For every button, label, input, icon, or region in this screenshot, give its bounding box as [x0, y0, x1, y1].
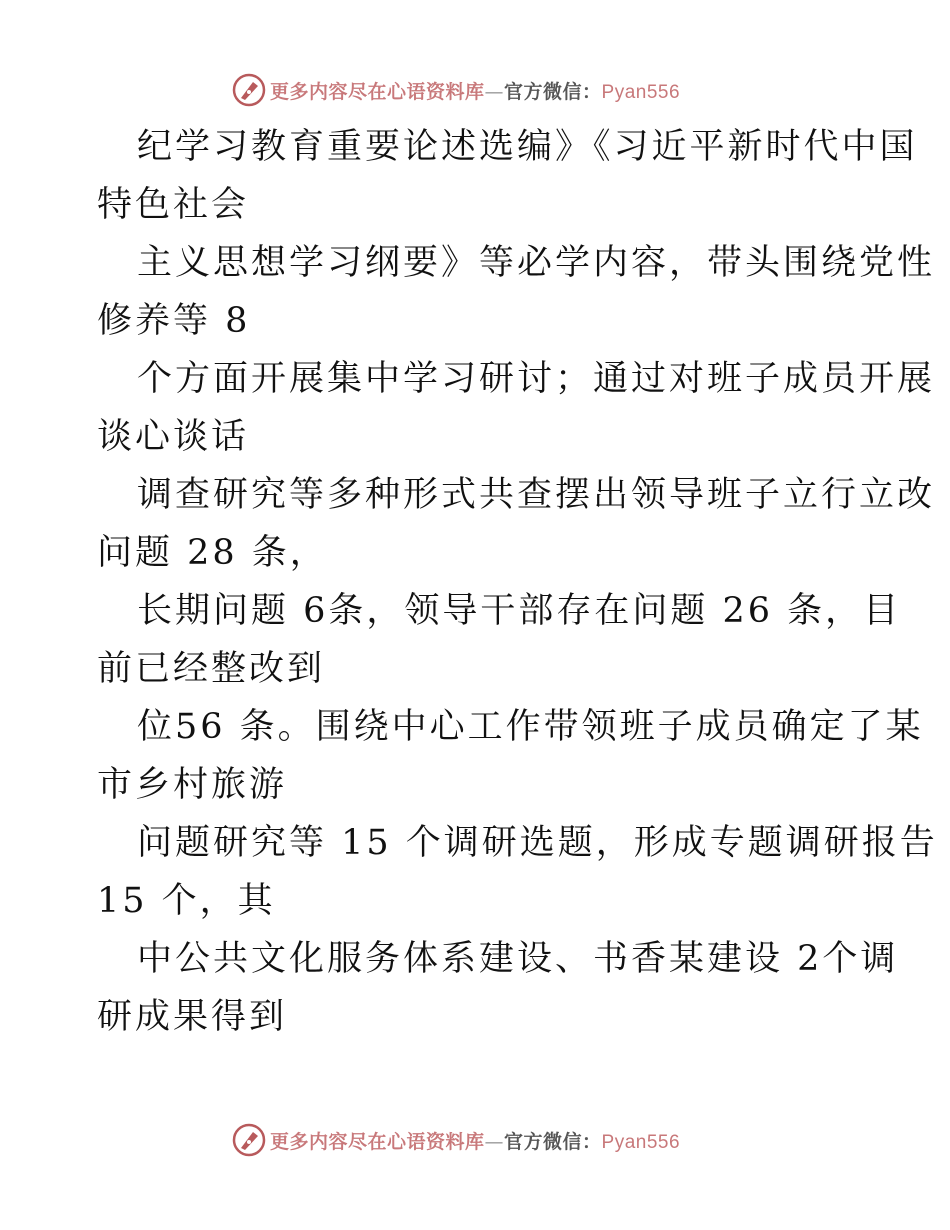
header-separator: —	[484, 80, 505, 103]
header-wechat-id: Pyan556	[601, 81, 681, 103]
body-line: 15 个，其	[97, 881, 276, 921]
body-line: 主义思想学习纲要》等必学内容，带头围绕党性	[137, 243, 936, 283]
body-line: 特色社会	[97, 185, 250, 225]
body-line: 纪学习教育重要论述选编》《习近平新时代中国	[137, 127, 918, 167]
body-line: 位56 条。围绕中心工作带领班子成员确定了某	[137, 707, 924, 747]
body-line: 市乡村旅游	[97, 765, 288, 805]
body-line: 谈心谈话	[97, 417, 250, 457]
footer-brand: 更多内容尽在心语资料库	[270, 1130, 485, 1153]
body-line: 长期问题 6条，领导干部存在问题 26 条，目	[137, 591, 902, 631]
footer-wechat-id: Pyan556	[601, 1131, 681, 1153]
pen-nib-logo-icon	[232, 1123, 266, 1157]
footer-wechat-label: 官方微信：	[504, 1130, 602, 1153]
header-text	[270, 77, 680, 104]
header-wechat-label: 官方微信：	[504, 80, 602, 103]
body-line: 研成果得到	[97, 997, 288, 1037]
body-line: 问题 28 条，	[97, 533, 328, 573]
footer-separator: —	[484, 1130, 505, 1153]
body-line: 中公共文化服务体系建设、书香某建设 2个调	[137, 939, 899, 979]
body-line: 调查研究等多种形式共查摆出领导班子立行立改	[137, 475, 936, 515]
body-line: 修养等 8	[97, 301, 251, 341]
pen-nib-logo-icon	[232, 73, 266, 107]
body-line: 前已经整改到	[97, 649, 326, 689]
header-brand: 更多内容尽在心语资料库	[270, 80, 485, 103]
header-banner	[232, 70, 732, 110]
body-line: 个方面开展集中学习研讨；通过对班子成员开展	[137, 359, 936, 399]
body-line: 问题研究等 15 个调研选题，形成专题调研报告	[137, 823, 938, 863]
footer-text	[270, 1127, 680, 1154]
document-body	[97, 118, 938, 1046]
footer-banner	[232, 1120, 732, 1160]
